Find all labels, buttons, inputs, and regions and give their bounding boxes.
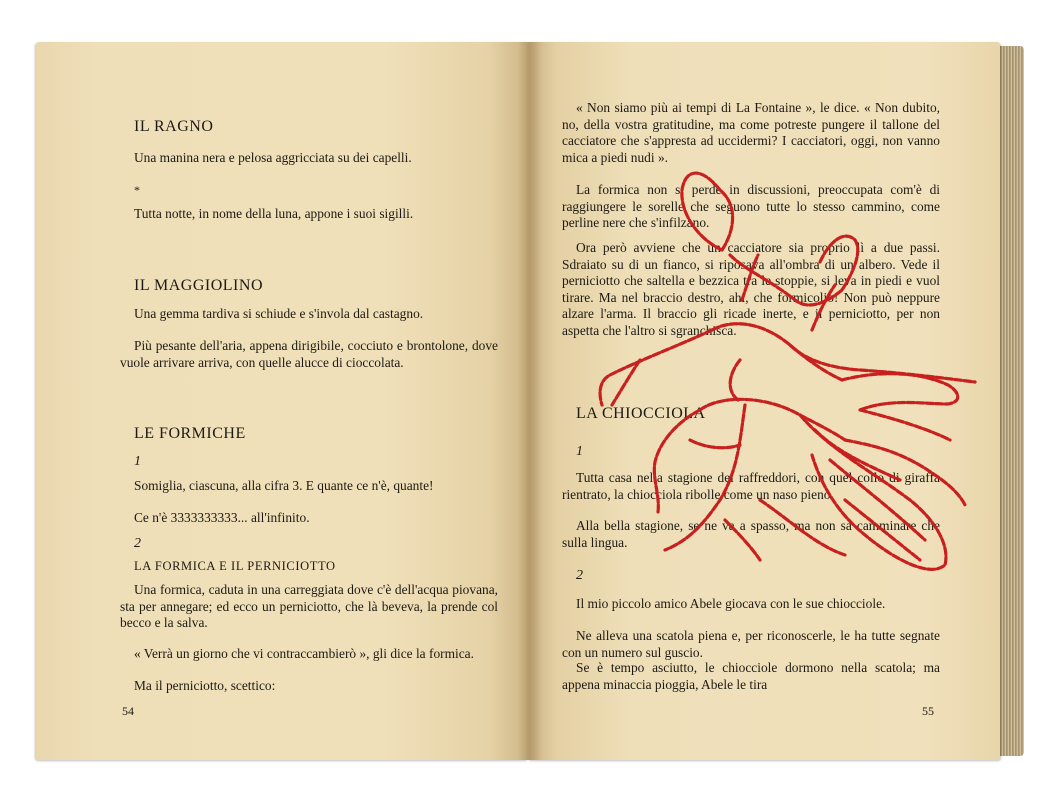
right-page-text <box>562 42 940 742</box>
book-gutter <box>518 42 542 760</box>
right-paragraph-1: « Non siamo più ai tempi di La Fontaine », le dice. « Non dubito, no, della vostra gratitudine, ma come potreste pungere il tallone del cacciatore che s'appresta ad uccidermi? I cacciatori, oggi, non vanno mica a piedi nudi ». <box>562 100 940 165</box>
left-page-text <box>120 42 498 742</box>
formica-subtitle: LA FORMICA E IL PERNICIOTTO <box>134 559 336 573</box>
chiocciola-paragraph-5: Se è tempo asciutto, le chiocciole dormono nella scatola; ma appena minaccia pioggia, Abele le tira <box>562 660 940 692</box>
ragno-paragraph-1: Una manina nera e pelosa aggricciata su dei capelli. <box>134 150 412 165</box>
page-number-left: 54 <box>122 704 134 718</box>
ragno-separator: * <box>134 183 140 197</box>
right-paragraph-3: Ora però avviene che un cacciatore sia proprio lì a due passi. Sdraiato su di un fianco, si riposava all'ombra di un albero. Vede il perniciotto che saltella e bezzica tra le stoppie, si leva in piedi e vuol tirare. Ma nel braccio destro, ahi, che formicolio! Non può neppure alzare l'arma. Il braccio gli ricade inerte, e il perniciotto, per non aspetta che l'altro si sgranchisca. <box>562 240 940 338</box>
formica-paragraph-2: « Verrà un giorno che vi contraccambierò », gli dice la formica. <box>134 646 474 661</box>
open-book <box>36 42 1024 762</box>
chiocciola-number-2: 2 <box>576 568 583 583</box>
page-number-right: 55 <box>922 704 934 718</box>
left-page <box>36 42 528 760</box>
maggiolino-paragraph-1: Una gemma tardiva si schiude e s'invola dal castagno. <box>134 306 424 321</box>
chiocciola-title: LA CHIOCCIOLA <box>576 405 706 422</box>
ragno-paragraph-2: Tutta notte, in nome della luna, appone i suoi sigilli. <box>134 206 414 221</box>
formica-paragraph-1: Una formica, caduta in una carreggiata dove c'è dell'acqua piovana, sta per annegare; ed ecco un perniciotto, che là beveva, la prende col becco e la salva. <box>120 582 498 630</box>
formica-paragraph-3: Ma il perniciotto, scettico: <box>134 678 276 693</box>
right-page <box>528 42 1000 760</box>
right-paragraph-2: La formica non si perde in discussioni, preoccupata com'è di raggiungere le sorelle che seguono tutte lo stesso cammino, come perline nere che s'infilzano. <box>562 182 940 230</box>
chiocciola-number-1: 1 <box>576 444 583 459</box>
formiche-paragraph-1: Somiglia, ciascuna, alla cifra 3. E quante ce n'è, quante! <box>134 478 434 493</box>
chiocciola-paragraph-2: Alla bella stagione, se ne va a spasso, ma non sa camminare che sulla lingua. <box>562 518 940 550</box>
page-edges <box>998 46 1024 756</box>
formiche-number-1: 1 <box>134 454 141 469</box>
chiocciola-paragraph-1: Tutta casa nella stagione dei raffreddori, con quel collo di giraffa rientrato, la chiocciola ribolle come un naso pieno. <box>562 470 940 502</box>
chiocciola-paragraph-3: Il mio piccolo amico Abele giocava con le sue chiocciole. <box>576 596 886 611</box>
chiocciola-paragraph-4: Ne alleva una scatola piena e, per riconoscerle, le ha tutte segnate con un numero sul guscio. <box>562 628 940 660</box>
formiche-title: LE FORMICHE <box>134 425 246 442</box>
maggiolino-title: IL MAGGIOLINO <box>134 277 263 294</box>
formiche-paragraph-2: Ce n'è 3333333333... all'infinito. <box>134 510 310 525</box>
formiche-number-2: 2 <box>134 536 141 551</box>
maggiolino-paragraph-2: Più pesante dell'aria, appena dirigibile, cocciuto e brontolone, dove vuole arrivare arriva, con quelle alucce di cioccolata. <box>120 338 498 370</box>
ragno-title: IL RAGNO <box>134 118 214 135</box>
